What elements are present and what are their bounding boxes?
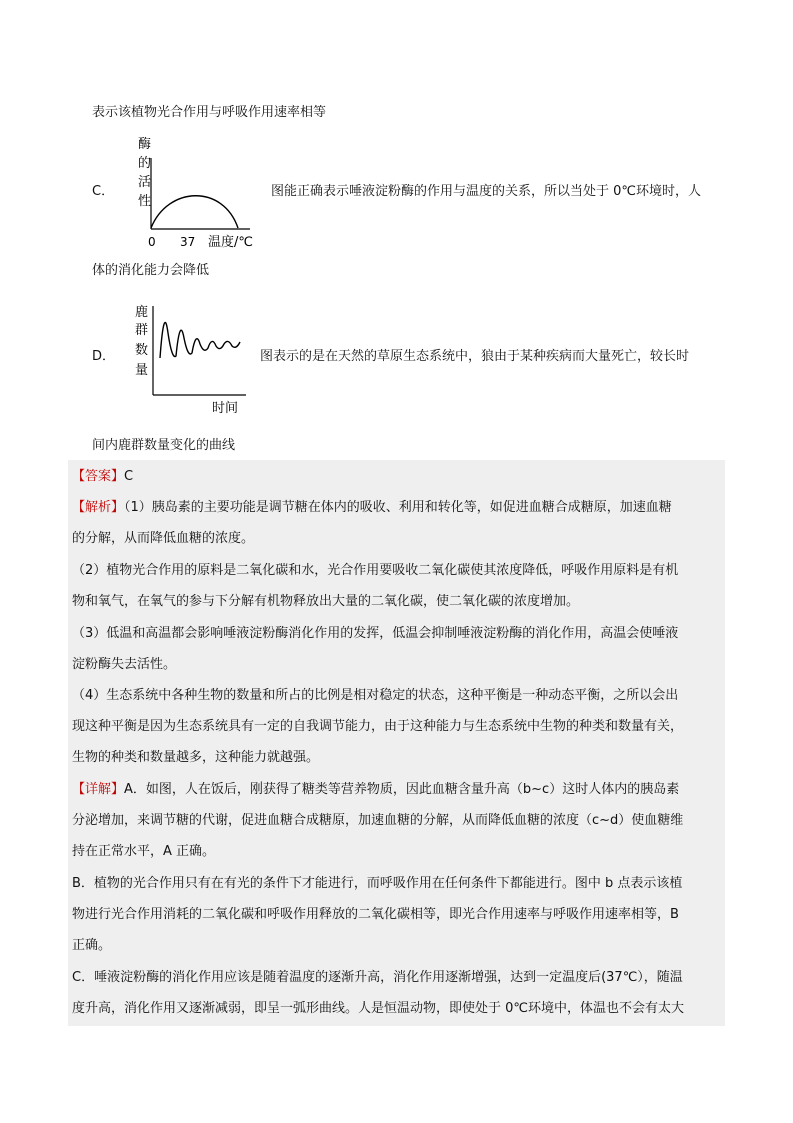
option-d-tail: 间内鹿群数量变化的曲线 — [92, 438, 236, 453]
figure-d-xlabel: 时间 — [212, 401, 239, 416]
option-d-label: D． — [92, 349, 116, 364]
figure-c-xlabel: 温度/℃ — [208, 235, 253, 250]
detail-text: A．如图，人在饭后，刚获得了糖类等营养物质，因此血糖含量升高（b~c）这时人体内的胰岛素 — [124, 782, 680, 797]
option-b-tail: 表示该植物光合作用与呼吸作用速率相等 — [92, 105, 327, 120]
figure-d-ylabel-char: 鹿 — [135, 305, 149, 320]
detail-line: 物进行光合作用消耗的二氧化碳和呼吸作用释放的二氧化碳相等，即光合作用速率与呼吸作用速率相等，B — [72, 907, 679, 922]
analysis-line: 生物的种类和数量越多，这种能力就越强。 — [72, 750, 320, 765]
detail-line — [72, 780, 679, 800]
detail-line: C．唾液淀粉酶的消化作用应该是随着温度的逐渐升高，消化作用逐渐增强，达到一定温度后(37℃），随温 — [72, 970, 683, 985]
figure-c-origin: 0 — [148, 235, 156, 249]
analysis-line: 现这种平衡是因为生态系统具有一定的自我调节能力，由于这种能力与生态系统中生物的种类和数量有关， — [72, 719, 684, 734]
detail-line: 持在正常水平，A 正确。 — [72, 844, 216, 859]
figure-c-curve — [151, 196, 238, 228]
answer-tag: 【答案】 — [72, 469, 125, 484]
answer-value: C — [124, 469, 134, 484]
analysis-line: （4）生态系统中各种生物的数量和所占的比例是相对稳定的状态，这种平衡是一种动态平衡，之所以会出 — [72, 688, 679, 703]
option-d-text: 图表示的是在天然的草原生态系统中，狼由于某种疾病而大量死亡，较长时 — [260, 349, 690, 364]
analysis-line: （3）低温和高温都会影响唾液淀粉酶消化作用的发挥，低温会抑制唾液淀粉酶的消化作用，高温会使唾液 — [72, 626, 679, 641]
figure-d-ylabel-char: 群 — [135, 323, 149, 338]
option-c-tail: 体的消化能力会降低 — [92, 263, 210, 278]
answer-line — [72, 467, 133, 487]
analysis-line: 淀粉酶失去活性。 — [72, 657, 177, 672]
detail-line: 正确。 — [72, 938, 112, 953]
detail-line: 分泌增加，来调节糖的代谢，促进血糖合成糖原，加速血糖的分解，从而降低血糖的浓度（c~d）使血糖维 — [72, 813, 684, 828]
figure-c-ylabel-char: 酶 — [138, 137, 152, 152]
figure-c-ylabel-char: 的 — [138, 156, 152, 171]
figure-d-curve — [160, 322, 240, 358]
analysis-line: （2）植物光合作用的原料是二氧化碳和水，光合作用要吸收二氧化碳使其浓度降低，呼吸作用原料是有机 — [72, 563, 679, 578]
figure-c-ylabel-char: 性 — [138, 194, 152, 209]
option-c-text: 图能正确表示唾液淀粉酶的作用与温度的关系，所以当处于 0℃环境时，人 — [271, 184, 702, 199]
detail-tag: 【详解】 — [72, 782, 125, 797]
detail-line: 度升高，消化作用又逐渐减弱，即呈一弧形曲线。人是恒温动物，即使处于 0℃环境中，体温也不会有太大 — [72, 1001, 685, 1016]
analysis-line: 的分解，从而降低血糖的浓度。 — [72, 531, 255, 546]
enzyme-activity-figure — [128, 134, 270, 252]
option-c-label: C． — [92, 184, 115, 199]
deer-population-figure — [128, 298, 258, 418]
detail-line: B．植物的光合作用只有在有光的条件下才能进行，而呼吸作用在任何条件下都能进行。图中 b 点表示该植 — [72, 876, 683, 891]
figure-d-ylabel-char: 数 — [135, 343, 149, 358]
figure-c-ylabel-char: 活 — [138, 175, 152, 190]
figure-d-ylabel-char: 量 — [135, 363, 149, 378]
figure-c-tick: 37 — [180, 235, 196, 249]
analysis-tag: 【解析】 — [72, 500, 125, 515]
analysis-text: （1）胰岛素的主要功能是调节糖在体内的吸收、利用和转化等，如促进血糖合成糖原，加速血糖 — [124, 500, 672, 515]
analysis-line — [72, 498, 672, 518]
analysis-line: 物和氧气，在氧气的参与下分解有机物释放出大量的二氧化碳，使二氧化碳的浓度增加。 — [72, 594, 580, 609]
